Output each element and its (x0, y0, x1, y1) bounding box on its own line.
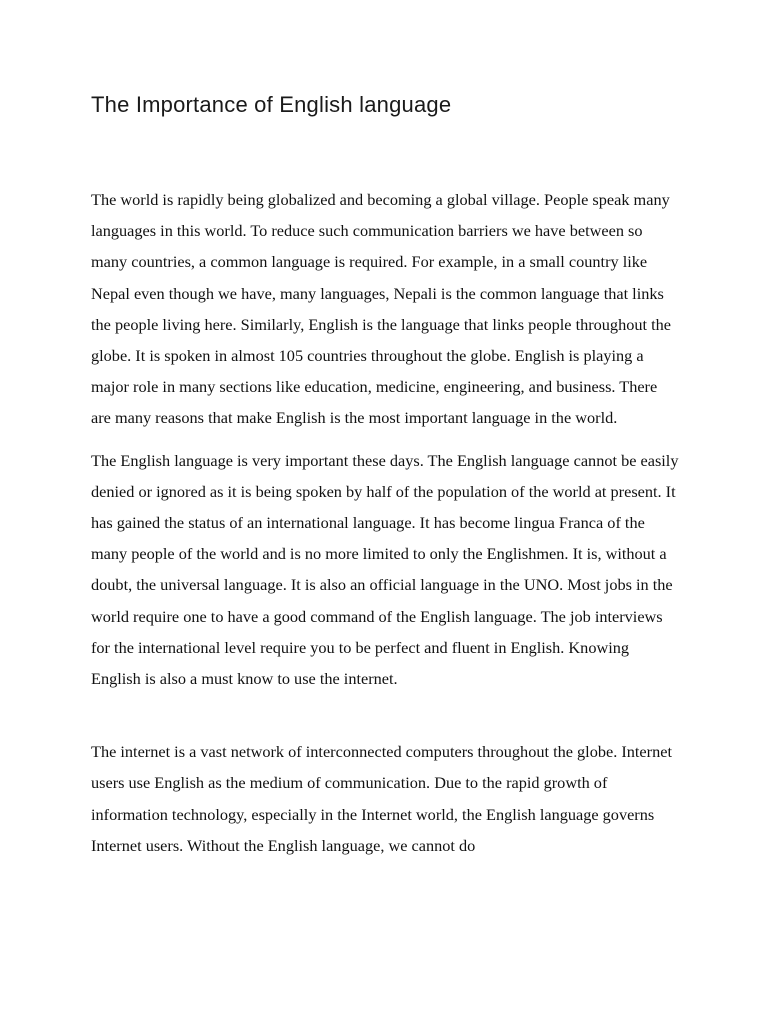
paragraph-english-importance: The English language is very important these days. The English language cannot be easily denied or ignored as it is being spoken by half of the population of the world at present. It has gained the status of an international language. It has become lingua Franca of the many people of the world and is no more limited to only the Englishmen. It is, without a doubt, the universal language. It is also an official language in the UNO. Most jobs in the world require one to have a good command of the English language. The job interviews for the international level require you to be perfect and fluent in English. Knowing English is also a must know to use the internet. (91, 450, 679, 689)
paragraph-globalization: The world is rapidly being globalized and becoming a global village. People speak many languages in this world. To reduce such communication barriers we have between so many countries, a common language is required. For example, in a small country like Nepal even though we have, many languages, Nepali is the common language that links the people living here. Similarly, English is the language that links people throughout the globe. It is spoken in almost 105 countries throughout the globe. English is playing a major role in many sections like education, medicine, engineering, and business. There are many reasons that make English is the most important language in the world. (91, 190, 671, 428)
paragraph-internet: The internet is a vast network of interconnected computers throughout the globe. Internet users use English as the medium of communication. Due to the rapid growth of information technology, especially in the Internet world, the English language governs Internet users. Without the English language, we cannot do (91, 742, 672, 855)
document-body (91, 184, 681, 861)
document-title: The Importance of English language (91, 92, 452, 117)
